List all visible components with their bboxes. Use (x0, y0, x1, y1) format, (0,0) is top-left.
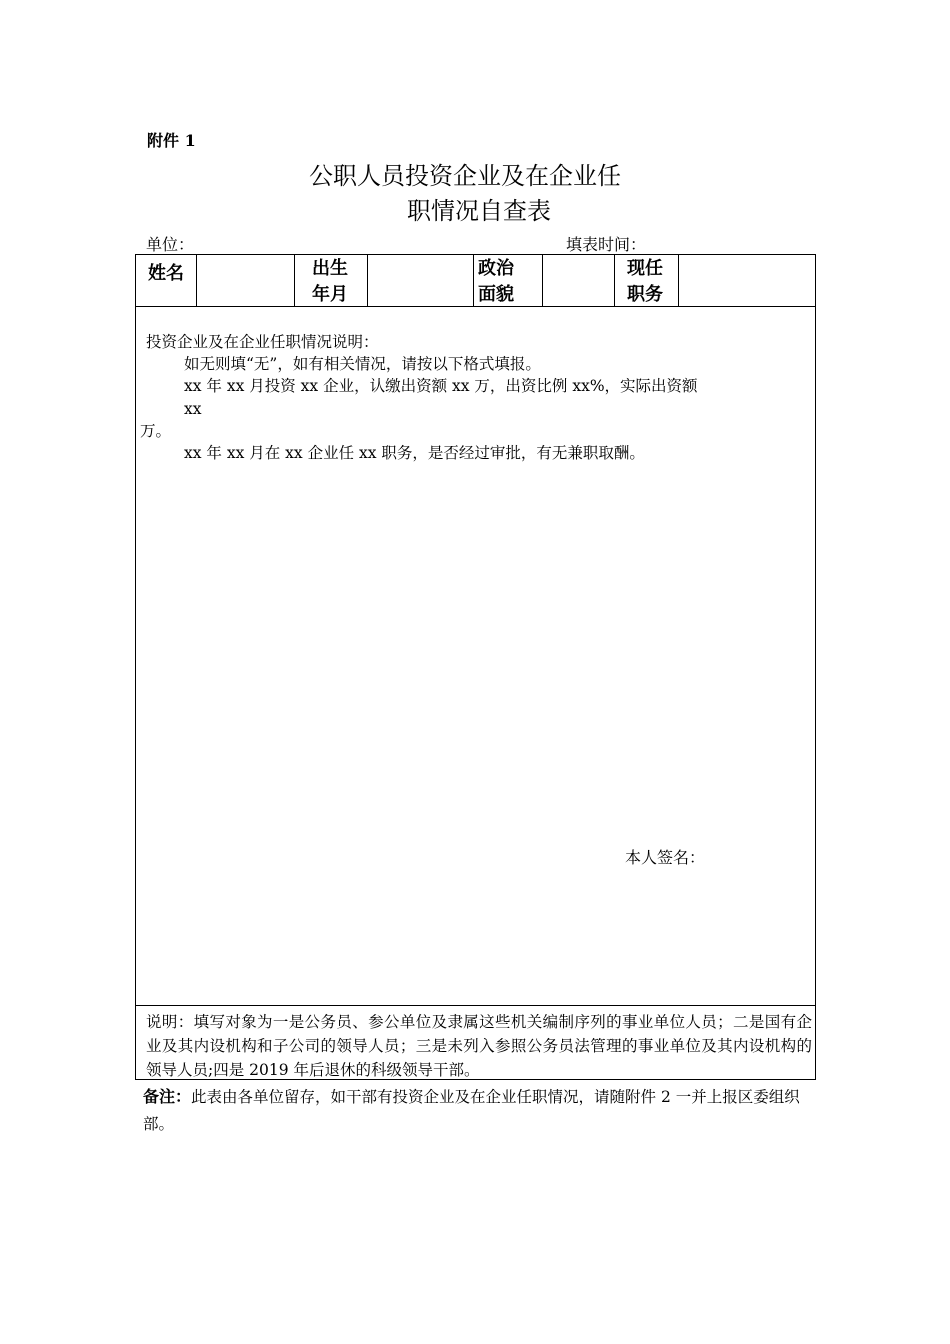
fill-time-label: 填表时间： (566, 235, 647, 254)
form-table (135, 254, 816, 1080)
description-line: xx 年 xx 月在 xx 企业任 xx 职务，是否经过审批，有无兼职取酬。 (184, 444, 645, 462)
birth-field[interactable] (368, 255, 473, 306)
attachment-label: 附件 1 (147, 131, 196, 150)
page-title-line2: 职情况自查表 (407, 197, 551, 225)
signature-label: 本人签名： (625, 848, 706, 867)
remark-text: 此表由各单位留存，如干部有投资企业及在企业任职情况，请随附件 2 一并上报区委组织部。 (143, 1088, 800, 1133)
remark (143, 1083, 803, 1138)
description-heading: 投资企业及在企业任职情况说明： (146, 333, 379, 351)
header-name: 姓名 (148, 263, 184, 284)
header-position: 现任 职务 (627, 258, 663, 305)
page-title-line1: 公职人员投资企业及在企业任 (309, 162, 621, 190)
politics-field[interactable] (543, 255, 614, 306)
unit-label: 单位： (146, 235, 195, 254)
description-line: 如无则填“无”，如有相关情况，请按以下格式填报。 (184, 355, 541, 373)
row-divider (136, 1005, 815, 1006)
col-divider (294, 255, 295, 306)
name-field[interactable] (197, 255, 294, 306)
col-divider (473, 255, 474, 306)
description-line: xx 年 xx 月投资 xx 企业，认缴出资额 xx 万，出资比例 xx%，实际出资额 (184, 377, 698, 395)
col-divider (614, 255, 615, 306)
note-text: 说明：填写对象为一是公务员、参公单位及隶属这些机关编制序列的事业单位人员；二是国有企业及其内设机构和子公司的领导人员；三是未列入参照公务员法管理的事业单位及其内设机构的领导人员;四是 2019 年后退休的科级领导干部。 (146, 1013, 812, 1079)
description-line: 万。 (140, 422, 172, 440)
header-politics: 政治 面貌 (478, 258, 514, 305)
header-birth: 出生 年月 (312, 258, 348, 305)
row-divider (136, 306, 815, 307)
position-field[interactable] (679, 255, 816, 306)
description-line: xx (184, 400, 202, 418)
remark-label: 备注： (143, 1087, 192, 1106)
